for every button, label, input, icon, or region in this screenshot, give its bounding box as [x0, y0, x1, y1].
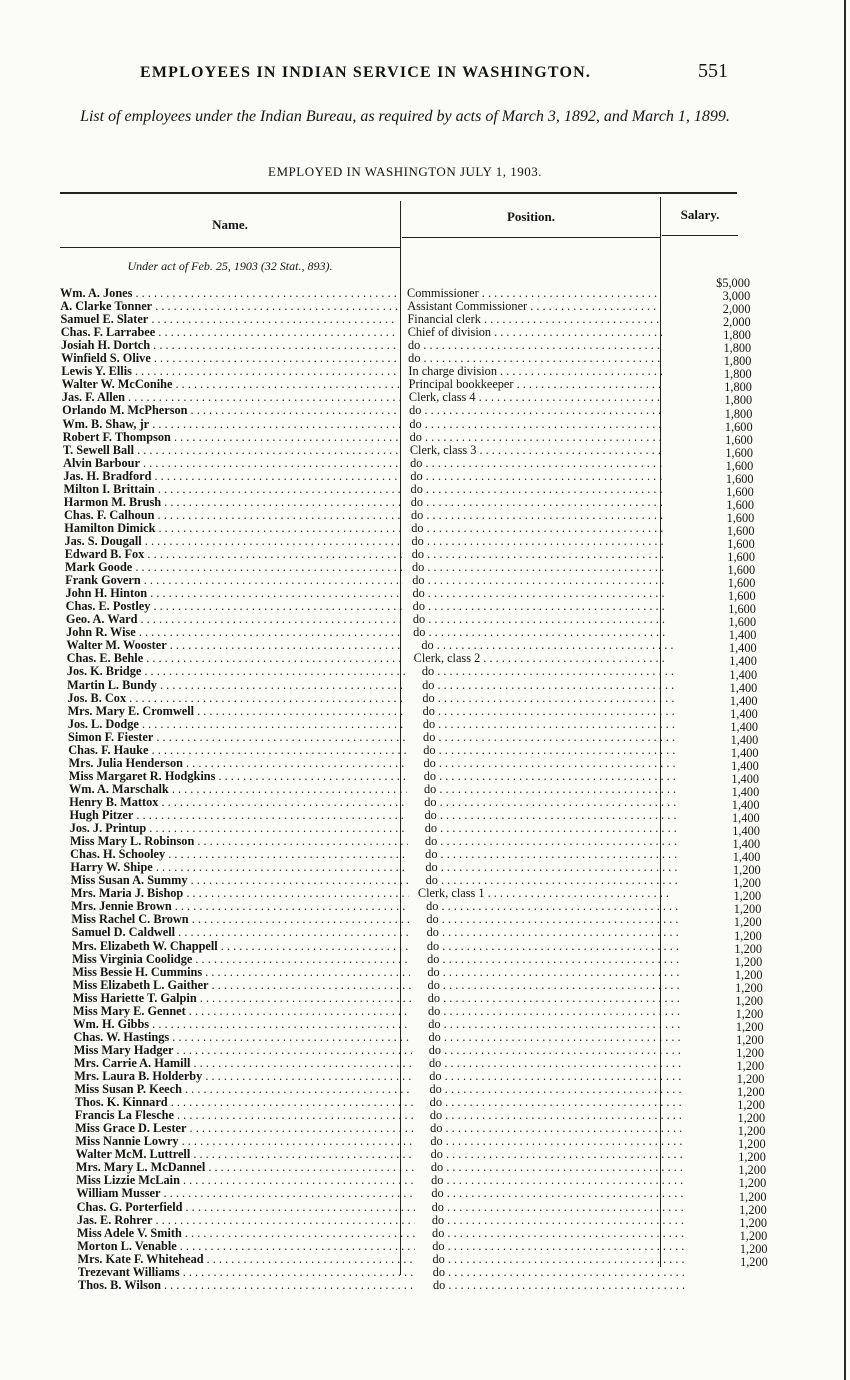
employee-name: Miss Rachel C. Brown . . .	[71, 913, 409, 926]
employee-name: Jas. H. Bradford . . .	[63, 470, 401, 483]
employee-salary: 3,000	[722, 289, 751, 304]
employee-salary: 1,200	[734, 954, 763, 969]
page-number: 551	[698, 60, 728, 82]
employee-position: do . . .	[423, 1187, 685, 1200]
employee-name: Orlando M. McPherson . . .	[62, 404, 400, 417]
employee-salary: 1,400	[732, 850, 761, 865]
employee-name: Frank Govern . . .	[65, 574, 403, 587]
employee-position: do . . .	[421, 1031, 683, 1044]
employee-name: Hugh Pitzer . . .	[69, 809, 407, 822]
employee-position: do . . .	[413, 613, 667, 626]
employee-position: do . . .	[425, 1266, 687, 1279]
employee-name: Trezevant Williams . . .	[78, 1266, 416, 1279]
employee-name: Josiah H. Dortch . . .	[61, 339, 399, 352]
employee-salary: 1,600	[727, 576, 756, 591]
employee-position: do . . .	[411, 522, 665, 535]
employee-name: Wm. A. Marschalk . . .	[69, 783, 407, 796]
employee-salary: 1,400	[732, 811, 760, 826]
employee-name: Edward B. Fox . . .	[65, 548, 403, 561]
employee-name: Miss Mary L. Robinson . . .	[70, 835, 408, 848]
employee-name: John H. Hinton . . .	[65, 587, 403, 600]
employee-salary: 1,400	[730, 719, 759, 734]
employee-name: Walter McM. Luttrell . . .	[76, 1148, 414, 1161]
employee-name: Wm. A. Jones . . .	[60, 287, 398, 300]
employee-position: do . . .	[419, 926, 681, 939]
employee-position: Financial clerk . . .	[407, 313, 661, 326]
employee-position: Principal bookkeeper . . .	[409, 378, 663, 391]
employee-position: do . . .	[412, 561, 666, 574]
employee-position: do . . .	[419, 966, 681, 979]
employee-position: do . . .	[423, 1174, 685, 1187]
employee-name: Mark Goode . . .	[65, 561, 403, 574]
employee-salary: 1,200	[733, 902, 762, 917]
employee-salary: 1,200	[734, 967, 763, 982]
employee-name: Harmon M. Brush . . .	[64, 496, 402, 509]
employee-salary: 1,200	[738, 1150, 766, 1165]
employee-name: Jas. S. Dougall . . .	[65, 535, 403, 548]
employee-position: Clerk, class 3 . . .	[410, 444, 664, 457]
employee-position: do . . .	[417, 822, 679, 835]
employee-position: do . . .	[423, 1148, 685, 1161]
employee-salary: 1,800	[723, 367, 752, 382]
employee-position: do . . .	[414, 665, 676, 678]
employee-name: Miss Lizzie McLain . . .	[76, 1174, 414, 1187]
employee-name: Miss Nannie Lowry . . .	[75, 1135, 413, 1148]
employee-position: do . . .	[415, 705, 677, 718]
employee-position: do . . .	[408, 339, 662, 352]
employee-salary: 1,400	[731, 784, 760, 799]
employee-salary: 1,200	[739, 1202, 767, 1217]
employee-salary: $5,000	[716, 276, 750, 290]
employee-position: do . . .	[420, 1018, 682, 1031]
employee-salary: 1,200	[735, 1006, 764, 1021]
employee-name: Miss Grace D. Lester . . .	[75, 1122, 413, 1135]
employee-salary: 1,200	[736, 1072, 765, 1087]
employee-salary: 1,200	[737, 1111, 766, 1126]
employee-position: do . . .	[422, 1122, 684, 1135]
employee-name: Jos. L. Dodge . . .	[68, 718, 406, 731]
employee-position: do . . .	[418, 874, 680, 887]
employee-name: Francis La Flesche . . .	[75, 1109, 413, 1122]
employee-name: Miss Margaret R. Hodgkins . . .	[69, 770, 407, 783]
employee-name: Mrs. Jennie Brown . . .	[71, 900, 409, 913]
employee-name: Wm. B. Shaw, jr . . .	[62, 418, 400, 431]
employee-salary: 1,400	[729, 667, 758, 682]
employee-name: Simon F. Fiester . . .	[68, 731, 406, 744]
employee-position: do . . .	[420, 979, 682, 992]
employee-name: Geo. A. Ward . . .	[66, 613, 404, 626]
employee-name: Mrs. Maria J. Bishop . . .	[71, 887, 409, 900]
employee-position: Chief of division . . .	[408, 326, 662, 339]
employee-name: Mrs. Mary E. Cromwell . . .	[68, 705, 406, 718]
employee-salary: 1,200	[738, 1163, 767, 1178]
employee-position: do . . .	[419, 940, 681, 953]
employee-name: Martin L. Bundy . . .	[67, 679, 405, 692]
employee-position: do . . .	[411, 496, 665, 509]
employee-name: Miss Adele V. Smith . . .	[77, 1227, 415, 1240]
employee-salary: 1,600	[725, 432, 753, 447]
employee-salary: 1,200	[733, 915, 762, 930]
column-header-position: Position.	[506, 209, 556, 224]
employee-name: Lewis Y. Ellis . . .	[61, 365, 399, 378]
employee-name: Chas. W. Hastings . . .	[74, 1031, 412, 1044]
employee-name: Mrs. Kate F. Whitehead . . .	[78, 1253, 416, 1266]
employee-name: Alvin Barbour . . .	[63, 457, 401, 470]
employee-salary: 1,600	[726, 510, 755, 525]
page-edge	[844, 0, 846, 1380]
name-header-rule	[60, 247, 400, 248]
employee-position: do . . .	[411, 509, 665, 522]
employee-salary: 1,600	[728, 602, 756, 617]
employee-position: do . . .	[419, 953, 681, 966]
employee-salary: 1,400	[729, 680, 758, 695]
employee-position: do . . .	[424, 1227, 686, 1240]
employee-position: Commissioner . . .	[407, 287, 661, 300]
employee-position: do . . .	[412, 535, 666, 548]
employee-salary: 1,400	[730, 745, 759, 760]
employee-salary: 1,200	[739, 1228, 768, 1243]
employee-salary: 1,200	[734, 941, 763, 956]
employee-salary: 1,600	[727, 550, 755, 565]
employee-position: do . . .	[422, 1135, 684, 1148]
employee-name: Jos. K. Bridge . . .	[67, 665, 405, 678]
employee-position: Clerk, class 2 . . .	[414, 652, 668, 665]
employee-name: Mrs. Mary L. McDannel . . .	[76, 1161, 414, 1174]
employee-position: do . . .	[422, 1096, 684, 1109]
employee-position: do . . .	[415, 731, 677, 744]
employee-name: Chas. F. Calhoun . . .	[64, 509, 402, 522]
employee-name: Thos. B. Wilson . . .	[78, 1279, 416, 1292]
column-header-salary: Salary.	[680, 207, 720, 222]
employee-salary: 1,400	[732, 837, 761, 852]
employee-position: do . . .	[409, 418, 663, 431]
employee-name: Walter M. Wooster . . .	[66, 639, 404, 652]
employee-position: do . . .	[416, 783, 678, 796]
employee-salary: 1,200	[734, 928, 762, 943]
employee-salary: 1,600	[728, 589, 756, 604]
employee-position: Clerk, class 4 . . .	[409, 391, 663, 404]
employee-position: do . . .	[410, 457, 664, 470]
employee-position: do . . .	[418, 913, 680, 926]
employee-name: Jas. F. Allen . . .	[62, 391, 400, 404]
employee-name: Chas. E. Postley . . .	[66, 600, 404, 613]
employee-salary: 1,200	[738, 1189, 767, 1204]
employee-position: do . . .	[410, 470, 664, 483]
employee-salary: 1,400	[731, 798, 760, 812]
employee-salary: 1,600	[724, 419, 753, 434]
document-subtitle: List of employees under the Indian Bureau, as required by acts of March 3, 1892, and March 1, 1899.	[80, 108, 730, 125]
employee-name: Thos. K. Kinnard . . .	[75, 1096, 413, 1109]
employee-salary: 1,400	[732, 824, 760, 839]
employee-name: Chas. G. Porterfield . . .	[77, 1201, 415, 1214]
employee-salary: 1,400	[729, 654, 757, 669]
employee-position: do . . .	[415, 744, 677, 757]
employee-salary: 1,600	[725, 458, 754, 473]
employee-name: Wm. H. Gibbs . . .	[73, 1018, 411, 1031]
employee-name: Chas. H. Schooley . . .	[70, 848, 408, 861]
table-top-rule	[60, 192, 737, 194]
employee-name: Milton I. Brittain . . .	[64, 483, 402, 496]
employee-name: John R. Wise . . .	[66, 626, 404, 639]
employee-position: do . . .	[418, 900, 680, 913]
employee-name: Miss Susan A. Summy . . .	[71, 874, 409, 887]
employee-salary: 1,200	[736, 1059, 765, 1073]
employee-position: do . . .	[421, 1083, 683, 1096]
employee-salary: 1,800	[724, 393, 753, 408]
employee-position: do . . .	[422, 1109, 684, 1122]
employee-salary: 1,600	[725, 471, 754, 486]
employee-position: do . . .	[411, 483, 665, 496]
column-header-name: Name.	[212, 217, 248, 232]
employee-salary: 1,400	[731, 771, 759, 786]
employee-position: do . . .	[409, 404, 663, 417]
employee-position: do . . .	[420, 1005, 682, 1018]
employee-position: do . . .	[417, 835, 679, 848]
employee-position: do . . .	[420, 992, 682, 1005]
employee-name: Jos. B. Cox . . .	[67, 692, 405, 705]
employee-position: do . . .	[423, 1161, 685, 1174]
employee-position: do . . .	[412, 587, 666, 600]
employee-position: do . . .	[412, 574, 666, 587]
employee-position: do . . .	[421, 1057, 683, 1070]
employee-salary: 1,200	[733, 876, 761, 891]
employee-salary: 1,200	[737, 1085, 765, 1100]
employee-position: do . . .	[421, 1044, 683, 1057]
employee-salary: 1,800	[723, 341, 752, 356]
employee-name: Harry W. Shipe . . .	[70, 861, 408, 874]
employee-position: do . . .	[413, 626, 667, 639]
employee-name: Mrs. Julia Henderson . . .	[69, 757, 407, 770]
employee-position: do . . .	[424, 1201, 686, 1214]
employee-name: Winfield S. Olive . . .	[61, 352, 399, 365]
employee-salary: 1,200	[740, 1254, 768, 1269]
employee-salary: 1,800	[724, 380, 752, 395]
employee-salary: 1,200	[739, 1215, 768, 1230]
employee-position: do . . .	[414, 692, 676, 705]
employee-salary: 1,200	[736, 1032, 764, 1047]
employee-salary: 1,600	[726, 484, 754, 499]
employee-position: do . . .	[417, 848, 679, 861]
employee-position: do . . .	[424, 1214, 686, 1227]
employee-salary: 1,200	[736, 1045, 764, 1060]
employee-salary: 2,000	[722, 302, 751, 317]
employee-name: Morton L. Venable . . .	[77, 1240, 415, 1253]
employee-position: do . . .	[412, 548, 666, 561]
employee-name: Miss Mary Hadger . . .	[74, 1044, 412, 1057]
page-header-title: EMPLOYEES IN INDIAN SERVICE IN WASHINGTON.	[140, 64, 592, 81]
employed-heading: EMPLOYED IN WASHINGTON JULY 1, 1903.	[268, 164, 542, 179]
employee-position: do . . .	[416, 770, 678, 783]
employee-salary: 1,200	[735, 980, 763, 995]
employee-salary: 1,200	[735, 993, 764, 1008]
employee-position: do . . .	[413, 600, 667, 613]
employee-salary: 1,200	[738, 1176, 767, 1191]
employee-salary: 1,400	[730, 706, 758, 721]
employee-salary: 1,400	[728, 628, 757, 643]
employee-name: A. Clarke Tonner . . .	[60, 300, 398, 313]
employee-name: Mrs. Elizabeth W. Chappell . . .	[72, 940, 410, 953]
employee-name: Miss Hariette T. Galpin . . .	[73, 992, 411, 1005]
employee-name: Jos. J. Printup . . .	[70, 822, 408, 835]
employee-position: do . . .	[424, 1240, 686, 1253]
employee-name: Walter W. McConihe . . .	[62, 378, 400, 391]
employee-name: Chas. F. Hauke . . .	[68, 744, 406, 757]
employee-salary: 1,400	[728, 641, 757, 656]
employee-name: T. Sewell Ball . . .	[63, 444, 401, 457]
employee-salary: 1,200	[733, 889, 762, 904]
employee-name: Henry B. Mattox . . .	[69, 796, 407, 809]
employee-name: Miss Bessie H. Cummins . . .	[72, 966, 410, 979]
employee-salary: 1,800	[723, 328, 751, 343]
employee-position: Clerk, class 1 . . .	[418, 887, 672, 900]
employee-position: Assistant Commissioner . . .	[407, 300, 661, 313]
employee-salary: 1,400	[730, 732, 759, 747]
employee-name: Mrs. Carrie A. Hamill . . .	[74, 1057, 412, 1070]
employee-salary: 1,400	[731, 758, 759, 773]
employee-salary: 1,600	[725, 445, 754, 460]
employee-position: do . . .	[416, 809, 678, 822]
employee-position: In charge division . . .	[408, 365, 662, 378]
employee-position: do . . .	[416, 757, 678, 770]
salary-header-rule	[662, 235, 738, 236]
employee-position: do . . .	[408, 352, 662, 365]
employee-salary: 1,600	[727, 537, 755, 551]
employee-position: do . . .	[425, 1253, 687, 1266]
employee-salary: 1,400	[729, 693, 758, 708]
employee-position: do . . .	[413, 639, 675, 652]
employee-salary: 1,600	[727, 563, 756, 578]
position-header-rule	[402, 237, 660, 238]
employee-position: do . . .	[410, 431, 664, 444]
employee-name: Miss Elizabeth L. Gaither . . .	[73, 979, 411, 992]
employee-name: Chas. E. Behle . . .	[67, 652, 405, 665]
employee-position: do . . .	[417, 861, 679, 874]
employee-position: do . . .	[415, 718, 677, 731]
employee-salary: 1,600	[726, 497, 755, 512]
employee-salary: 1,800	[723, 354, 752, 369]
employee-name: Robert F. Thompson . . .	[63, 431, 401, 444]
employee-name: Hamilton Dimick . . .	[64, 522, 402, 535]
employee-salary: 1,200	[735, 1019, 764, 1034]
employee-name: Jas. E. Rohrer . . .	[77, 1214, 415, 1227]
employee-salary: 1,200	[737, 1098, 765, 1113]
employee-name: Miss Susan P. Keech . . .	[74, 1083, 412, 1096]
employee-name: Samuel D. Caldwell . . .	[72, 926, 410, 939]
employee-position: do . . .	[414, 679, 676, 692]
employee-position: do . . .	[421, 1070, 683, 1083]
employee-salary: 1,800	[724, 406, 753, 421]
employee-name: Chas. F. Larrabee . . .	[61, 326, 399, 339]
employee-name: Samuel E. Slater . . .	[60, 313, 398, 326]
employee-salary: 2,000	[723, 315, 751, 330]
employee-position: do . . .	[416, 796, 678, 809]
employee-salary: 1,200	[739, 1241, 768, 1256]
section-heading: Under act of Feb. 25, 1903 (32 Stat., 893).	[127, 259, 333, 273]
employee-salary: 1,200	[732, 863, 761, 878]
employee-position: do . . .	[425, 1279, 687, 1292]
employee-salary: 1,600	[728, 615, 757, 630]
employee-salary: 1,200	[737, 1137, 766, 1152]
employee-salary: 1,200	[737, 1124, 766, 1139]
employee-name: Miss Virginia Coolidge . . .	[72, 953, 410, 966]
employee-name: Miss Mary E. Gennet . . .	[73, 1005, 411, 1018]
employee-name: Mrs. Laura B. Holderby . . .	[74, 1070, 412, 1083]
employee-name: William Musser . . .	[76, 1187, 414, 1200]
employee-salary: 1,600	[726, 523, 755, 538]
